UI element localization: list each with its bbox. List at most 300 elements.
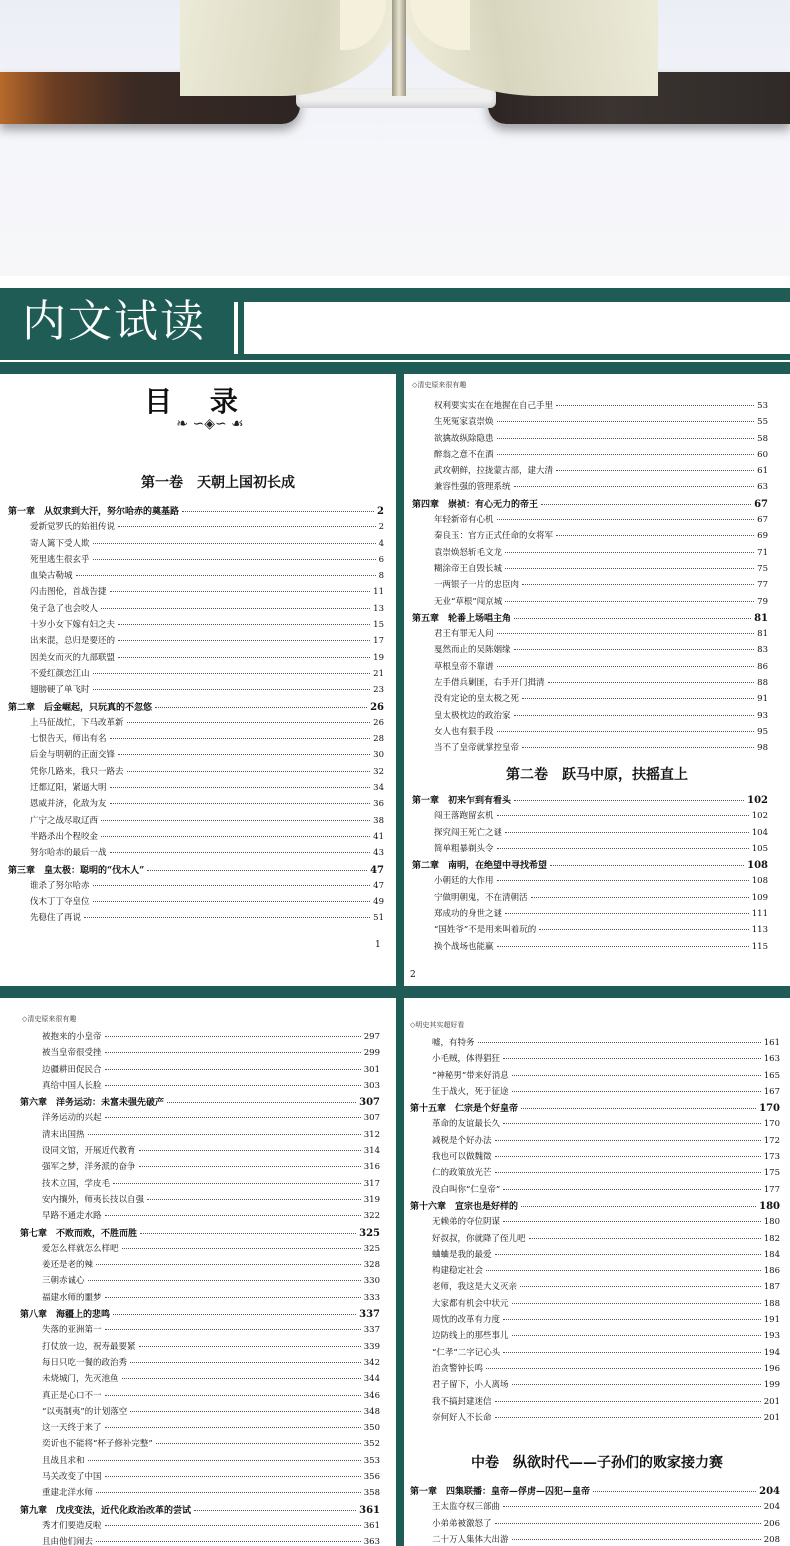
dot-leader bbox=[503, 1319, 761, 1320]
dot-leader bbox=[505, 832, 749, 833]
toc-entry-label: 仁的政策放光芒 bbox=[432, 1168, 492, 1179]
dot-leader bbox=[147, 1199, 361, 1200]
toc-entry-label: 边防线上的那些事儿 bbox=[432, 1331, 509, 1342]
toc-page-number: 163 bbox=[763, 1054, 780, 1065]
toc-entry-label: 第一章 初来乍到有看头 bbox=[412, 796, 512, 806]
dot-leader bbox=[105, 1525, 361, 1526]
dot-leader bbox=[118, 754, 370, 755]
toc-entry-label: 二十万人集体大出游 bbox=[432, 1534, 509, 1545]
toc-page-number: 191 bbox=[763, 1315, 780, 1326]
toc-entry-label: 打仗放一边，祝寿最要紧 bbox=[42, 1341, 136, 1352]
toc-entry-row bbox=[412, 842, 768, 858]
dot-leader bbox=[130, 1362, 361, 1363]
running-head: ◇明史其实超好看 bbox=[410, 1021, 465, 1029]
page-number: 1 bbox=[375, 940, 381, 950]
toc-entry-label: 秦良玉：官方正式任命的女将军 bbox=[434, 531, 554, 542]
volume-title: 第二卷 跃马中原，扶摇直上 bbox=[506, 767, 688, 783]
dot-leader bbox=[514, 618, 751, 619]
toc-entry-label: 七恨告天，师出有名 bbox=[30, 734, 107, 745]
toc-entry-row bbox=[20, 1437, 380, 1453]
toc-list bbox=[8, 504, 384, 928]
toc-entry-label: 生于战火，死于征途 bbox=[432, 1086, 509, 1097]
dot-leader bbox=[105, 1329, 361, 1330]
toc-entry-label: 第五章 轮番上场唱主角 bbox=[412, 613, 512, 624]
toc-entry-label: 探究闯王死亡之谜 bbox=[434, 827, 503, 838]
toc-entry-label: “仁孝”二字记心头 bbox=[432, 1347, 501, 1358]
toc-page-number: 108 bbox=[751, 876, 768, 887]
toc-page-number: 314 bbox=[363, 1146, 380, 1157]
toc-entry-label: 第十六章 宣宗也是好样的 bbox=[410, 1201, 519, 1212]
toc-entry-label: 未烧城门，先灭池鱼 bbox=[42, 1374, 119, 1385]
toc-page-number: 13 bbox=[373, 603, 384, 614]
toc-page-number: 71 bbox=[757, 547, 768, 558]
toc-chapter-row bbox=[20, 1307, 380, 1323]
toc-page-number: 8 bbox=[378, 571, 384, 582]
dot-leader bbox=[497, 946, 749, 947]
dot-leader bbox=[93, 559, 376, 560]
toc-page-number: 88 bbox=[757, 678, 768, 689]
dot-leader bbox=[88, 1134, 361, 1135]
toc-entry-label: 伐木丁丁夺皇位 bbox=[30, 897, 90, 908]
toc-entry-label: 奈何好人不长命 bbox=[432, 1412, 492, 1423]
toc-entry-label: 第一章 四集联播：皇帝—俘虏—囚犯—皇帝 bbox=[410, 1487, 591, 1497]
dot-leader bbox=[105, 1052, 361, 1053]
toc-entry-row bbox=[412, 480, 768, 496]
dot-leader bbox=[495, 1523, 761, 1524]
dot-leader bbox=[118, 526, 376, 527]
toc-entry-label: 生死冤家袁崇焕 bbox=[434, 417, 494, 428]
toc-entry-label: 真给中国人长脸 bbox=[42, 1080, 102, 1091]
dot-leader bbox=[495, 1172, 761, 1173]
toc-page-number: 363 bbox=[363, 1537, 380, 1546]
toc-entry-row bbox=[8, 683, 384, 699]
toc-page-number: 301 bbox=[363, 1064, 380, 1075]
toc-entry-label: 技术立国，学皮毛 bbox=[42, 1178, 111, 1189]
toc-entry-label: 被抱来的小皇帝 bbox=[42, 1032, 102, 1042]
toc-page-number: 297 bbox=[363, 1032, 380, 1042]
toc-entry-row bbox=[20, 1274, 380, 1290]
toc-entry-label: 因美女而灭的九部联盟 bbox=[30, 652, 116, 663]
toc-chapter-row bbox=[8, 863, 384, 879]
toc-entry-label: 三朝赤诚心 bbox=[42, 1276, 85, 1287]
toc-page-number: 26 bbox=[370, 701, 384, 713]
dot-leader bbox=[495, 1254, 761, 1255]
dot-leader bbox=[503, 1123, 761, 1124]
toc-entry-label: 宁做明朝鬼，不在清朝活 bbox=[434, 892, 528, 903]
toc-entry-row bbox=[8, 520, 384, 536]
dot-leader bbox=[486, 1368, 761, 1369]
toc-entry-label: 构建稳定社会 bbox=[432, 1266, 484, 1277]
dot-leader bbox=[110, 591, 371, 592]
toc-entry-label: 后金与明朝的正面交锋 bbox=[30, 750, 116, 761]
dot-leader bbox=[512, 1384, 761, 1385]
toc-page-number: 47 bbox=[370, 864, 384, 876]
toc-page-number: 352 bbox=[363, 1439, 380, 1450]
toc-entry-label: 重建北洋水师 bbox=[42, 1488, 94, 1499]
toc-entry-label: 草根皇帝不靠谱 bbox=[434, 661, 494, 672]
dot-leader bbox=[497, 454, 755, 455]
toc-entry-row bbox=[8, 911, 384, 927]
toc-page-number: 206 bbox=[763, 1518, 780, 1529]
toc-page-number: 79 bbox=[757, 596, 768, 607]
toc-entry-label: 减税是个好办法 bbox=[432, 1135, 492, 1146]
dot-leader bbox=[556, 470, 754, 471]
toc-entry-row bbox=[20, 1323, 380, 1339]
dot-leader bbox=[521, 1108, 756, 1109]
toc-entry-row bbox=[20, 1242, 380, 1258]
toc-entry-row bbox=[20, 1079, 380, 1095]
dot-leader bbox=[93, 901, 371, 902]
dot-leader bbox=[105, 1215, 361, 1216]
toc-page-number: 36 bbox=[373, 799, 384, 810]
dot-leader bbox=[521, 1206, 756, 1207]
toc-page-number: 186 bbox=[763, 1266, 780, 1277]
dot-leader bbox=[122, 1248, 361, 1249]
toc-entry-label: 奕䜣也不能将“杯子修补完整” bbox=[42, 1439, 153, 1450]
dot-leader bbox=[139, 1150, 361, 1151]
toc-entry-label: 第十五章 仁宗是个好皇帝 bbox=[410, 1104, 519, 1115]
dot-leader bbox=[556, 535, 754, 536]
toc-page-number: 104 bbox=[751, 827, 768, 838]
toc-page-number: 307 bbox=[359, 1097, 380, 1109]
toc-entry-label: 左手借兵剿匪，右手开门揖清 bbox=[434, 678, 545, 689]
toc-entry-row bbox=[412, 660, 768, 676]
toc-entry-label: 闪击图伦，首战告捷 bbox=[30, 587, 107, 598]
toc-page-number: 19 bbox=[373, 652, 384, 663]
dot-leader bbox=[118, 640, 370, 641]
toc-entry-label: 没有定论的皇太极之死 bbox=[434, 694, 520, 705]
toc-entry-row bbox=[8, 569, 384, 585]
toc-list bbox=[410, 1036, 780, 1427]
toc-page-number: 167 bbox=[763, 1086, 780, 1097]
toc-entry-label: 第六章 洋务运动：未富未强先破产 bbox=[20, 1098, 165, 1109]
toc-entry-label: 我不搞封建迷信 bbox=[432, 1396, 492, 1407]
toc-page-number: 28 bbox=[373, 734, 384, 745]
dot-leader bbox=[88, 1460, 361, 1461]
toc-page-number: 34 bbox=[373, 783, 384, 794]
toc-entry-row bbox=[412, 432, 768, 448]
toc-page-number: 322 bbox=[363, 1211, 380, 1222]
toc-page-number: 32 bbox=[373, 766, 384, 777]
toc-entry-row bbox=[8, 585, 384, 601]
toc-entry-row bbox=[410, 1378, 780, 1394]
toc-entry-label: 十岁小女下嫁有妇之夫 bbox=[30, 620, 116, 631]
toc-entry-label: 洋务运动的兴起 bbox=[42, 1113, 102, 1124]
toc-entry-row bbox=[20, 1063, 380, 1079]
toc-page-number: 199 bbox=[763, 1380, 780, 1391]
toc-page-number: 2 bbox=[378, 522, 384, 533]
toc-page-number: 86 bbox=[757, 661, 768, 672]
toc-entry-row bbox=[8, 748, 384, 764]
toc-entry-label: 第一章 从奴隶到大汗，努尔哈赤的奠基路 bbox=[8, 507, 180, 517]
volume-title: 中卷 纵欲时代——子孙们的败家接力赛 bbox=[471, 1455, 723, 1471]
dot-leader bbox=[497, 666, 755, 667]
dot-leader bbox=[512, 1075, 761, 1076]
toc-entry-label: 设同文馆，开展近代教育 bbox=[42, 1146, 136, 1157]
toc-entry-label: 迁都辽阳，紧逼大明 bbox=[30, 783, 107, 794]
toc-entry-label: 第七章 不败而败，不胜而胜 bbox=[20, 1228, 138, 1239]
toc-entry-row bbox=[410, 1329, 780, 1345]
toc-chapter-row bbox=[410, 1484, 780, 1500]
toc-page-number: 350 bbox=[363, 1423, 380, 1434]
toc-page-number: 172 bbox=[763, 1135, 780, 1146]
toc-page-number: 30 bbox=[373, 750, 384, 761]
dot-leader bbox=[130, 1411, 361, 1412]
dot-leader bbox=[105, 1297, 361, 1298]
dot-leader bbox=[514, 486, 755, 487]
toc-page-number: 342 bbox=[363, 1357, 380, 1368]
toc-entry-label: 真正是心口不一 bbox=[42, 1390, 102, 1401]
toc-entry-row bbox=[20, 1519, 380, 1535]
dot-leader bbox=[514, 800, 744, 801]
toc-entry-label: 女人也有狠手段 bbox=[434, 726, 494, 737]
dot-leader bbox=[101, 820, 370, 821]
banner-title: 内文试读 bbox=[0, 288, 234, 356]
toc-page-number: 180 bbox=[763, 1217, 780, 1228]
dot-leader bbox=[110, 803, 371, 804]
dot-leader bbox=[96, 1492, 361, 1493]
toc-page-number: 81 bbox=[757, 629, 768, 640]
dot-leader bbox=[478, 1042, 761, 1043]
toc-page-number: 23 bbox=[373, 685, 384, 696]
toc-entry-label: 第三章 皇太极：聪明的“伐木人” bbox=[8, 865, 145, 876]
toc-entry-label: 失落的亚洲第一 bbox=[42, 1325, 102, 1336]
dot-leader bbox=[96, 1264, 361, 1265]
ornament-icon: ❧ ∽◈∽ ☙ bbox=[176, 416, 244, 432]
toc-entry-row bbox=[410, 1134, 780, 1150]
toc-entry-row bbox=[412, 562, 768, 578]
toc-entry-row bbox=[20, 1421, 380, 1437]
toc-page-number: 6 bbox=[378, 554, 384, 565]
toc-page-number: 330 bbox=[363, 1276, 380, 1287]
toc-entry-label: 翅膀硬了单飞时 bbox=[30, 685, 90, 696]
toc-page-number: 161 bbox=[763, 1038, 780, 1048]
volume-title: 第一卷 天朝上国初长成 bbox=[141, 475, 295, 491]
dot-leader bbox=[76, 575, 376, 576]
toc-page-number: 208 bbox=[763, 1534, 780, 1545]
banner-bottom-bar bbox=[0, 354, 790, 360]
toc-page-number: 339 bbox=[363, 1341, 380, 1352]
toc-entry-label: 没白叫你“仁皇帝” bbox=[432, 1184, 501, 1195]
dot-leader bbox=[105, 1036, 361, 1037]
toc-entry-label: 早路不通走水路 bbox=[42, 1211, 102, 1222]
dot-leader bbox=[497, 848, 749, 849]
toc-entry-row bbox=[20, 1535, 380, 1546]
dot-leader bbox=[118, 624, 370, 625]
toc-page-number: 196 bbox=[763, 1363, 780, 1374]
toc-entry-row bbox=[410, 1411, 780, 1427]
toc-page-number: 111 bbox=[751, 909, 768, 920]
toc-page-number: 2 bbox=[377, 506, 384, 517]
toc-page-number: 346 bbox=[363, 1390, 380, 1401]
toc-page-number: 184 bbox=[763, 1249, 780, 1260]
toc-entry-row bbox=[410, 1117, 780, 1133]
dot-leader bbox=[486, 1270, 761, 1271]
toc-entry-row bbox=[8, 846, 384, 862]
toc-entry-label: 这一天终于来了 bbox=[42, 1423, 102, 1434]
toc-entry-row bbox=[412, 809, 768, 825]
dot-leader bbox=[88, 1280, 361, 1281]
toc-entry-row bbox=[20, 1258, 380, 1274]
toc-entry-label: 王太监夺权三部曲 bbox=[432, 1502, 501, 1513]
toc-page-number: 113 bbox=[751, 925, 768, 936]
toc-page-number: 325 bbox=[363, 1243, 380, 1254]
toc-entry-row bbox=[20, 1405, 380, 1421]
toc-entry-row bbox=[412, 891, 768, 907]
dot-leader bbox=[122, 1378, 361, 1379]
toc-entry-row bbox=[410, 1395, 780, 1411]
toc-entry-label: 爱怎么样就怎么样吧 bbox=[42, 1243, 119, 1254]
toc-page-number: 17 bbox=[373, 636, 384, 647]
toc-entry-label: 先稳住了再说 bbox=[30, 913, 82, 924]
toc-page-number: 333 bbox=[363, 1292, 380, 1303]
dot-leader bbox=[505, 913, 749, 914]
toc-entry-label: 福建水师的噩梦 bbox=[42, 1292, 102, 1303]
dot-leader bbox=[127, 771, 371, 772]
toc-entry-label: 且战且求和 bbox=[42, 1455, 85, 1466]
dot-leader bbox=[505, 568, 754, 569]
toc-chapter-row bbox=[410, 1101, 780, 1117]
toc-entry-row bbox=[410, 1036, 780, 1052]
toc-entry-row bbox=[410, 1215, 780, 1231]
dot-leader bbox=[503, 1189, 761, 1190]
toc-page-number: 75 bbox=[757, 563, 768, 574]
dot-leader bbox=[93, 689, 371, 690]
dot-leader bbox=[167, 1102, 356, 1103]
toc-entry-row bbox=[410, 1085, 780, 1101]
toc-entry-label: 武攻朝鲜，拉拢蒙古部，建大清 bbox=[434, 466, 554, 477]
toc-entry-row bbox=[20, 1340, 380, 1356]
toc-entry-label: 兼容性强的管理系统 bbox=[434, 482, 511, 493]
toc-entry-label: 爱新觉罗氏的始祖传说 bbox=[30, 522, 116, 533]
toc-entry-row bbox=[412, 741, 768, 757]
toc-page-number: 43 bbox=[373, 848, 384, 859]
toc-entry-label: 第九章 戊戌变法，近代化政治改革的尝试 bbox=[20, 1505, 192, 1516]
dot-leader bbox=[182, 511, 374, 512]
dot-leader bbox=[96, 1541, 361, 1542]
dot-leader bbox=[522, 747, 754, 748]
toc-entry-label: 恩威并济，化敌为友 bbox=[30, 799, 107, 810]
toc-page-number: 4 bbox=[378, 538, 384, 549]
toc-chapter-row bbox=[20, 1503, 380, 1519]
dot-leader bbox=[105, 1427, 361, 1428]
toc-page-number: 303 bbox=[363, 1080, 380, 1091]
toc-list bbox=[412, 793, 768, 956]
toc-entry-row bbox=[8, 716, 384, 732]
toc-page-number: 109 bbox=[751, 892, 768, 903]
book-gutter bbox=[392, 0, 406, 96]
toc-entry-row bbox=[412, 627, 768, 643]
toc-page-number: 328 bbox=[363, 1260, 380, 1271]
toc-entry-row bbox=[20, 1372, 380, 1388]
toc-entry-row bbox=[412, 529, 768, 545]
dot-leader bbox=[194, 1510, 356, 1511]
toc-chapter-row bbox=[8, 700, 384, 716]
toc-entry-label: 每日只吃一餐的政治秀 bbox=[42, 1357, 128, 1368]
toc-entry-row bbox=[20, 1470, 380, 1486]
toc-entry-label: 广宁之战尽取辽西 bbox=[30, 815, 99, 826]
toc-entry-row bbox=[410, 1232, 780, 1248]
toc-entry-label: “国姓爷”不是用来叫着玩的 bbox=[434, 925, 537, 936]
toc-page-number: 61 bbox=[757, 466, 768, 477]
dot-leader bbox=[118, 657, 370, 658]
dot-leader bbox=[101, 608, 370, 609]
page-number: 2 bbox=[410, 970, 416, 980]
toc-chapter-row bbox=[412, 611, 768, 627]
dot-leader bbox=[140, 1233, 356, 1234]
toc-entry-row bbox=[412, 546, 768, 562]
toc-entry-row bbox=[412, 595, 768, 611]
toc-page-number: 182 bbox=[763, 1233, 780, 1244]
toc-entry-label: 秀才们要造反啦 bbox=[42, 1520, 102, 1531]
toc-page-number: 170 bbox=[759, 1103, 780, 1115]
toc-chapter-row bbox=[20, 1095, 380, 1111]
toc-page-number: 95 bbox=[757, 726, 768, 737]
dot-leader bbox=[110, 852, 371, 853]
dot-leader bbox=[101, 836, 370, 837]
dot-leader bbox=[497, 880, 749, 881]
toc-entry-row bbox=[410, 1166, 780, 1182]
toc-entry-label: 我也可以做魏徵 bbox=[432, 1152, 492, 1163]
toc-entry-row bbox=[410, 1362, 780, 1378]
dot-leader bbox=[522, 698, 754, 699]
dot-leader bbox=[550, 865, 744, 866]
toc-entry-label: 被当皇帝很受挫 bbox=[42, 1048, 102, 1059]
toc-entry-label: 周忱的改革有力度 bbox=[432, 1315, 501, 1326]
toc-entry-label: 边疆耕田促民合 bbox=[42, 1064, 102, 1075]
toc-entry-row bbox=[410, 1248, 780, 1264]
toc-page-number: 26 bbox=[373, 717, 384, 728]
toc-entry-row bbox=[410, 1297, 780, 1313]
dot-leader bbox=[113, 1314, 356, 1315]
toc-page-number: 77 bbox=[757, 580, 768, 591]
dot-leader bbox=[503, 1506, 761, 1507]
toc-entry-label: 戛然而止的吴陈姻缘 bbox=[434, 645, 511, 656]
toc-page-number: 60 bbox=[757, 449, 768, 460]
toc-page-number: 98 bbox=[757, 743, 768, 754]
toc-entry-row bbox=[410, 1500, 780, 1516]
toc-entry-label: 小朝廷的大作用 bbox=[434, 876, 494, 887]
dot-leader bbox=[512, 1303, 761, 1304]
dot-leader bbox=[93, 885, 371, 886]
dot-leader bbox=[495, 1156, 761, 1157]
toc-page-number: 317 bbox=[363, 1178, 380, 1189]
toc-page-number: 316 bbox=[363, 1162, 380, 1173]
toc-page-number: 173 bbox=[763, 1152, 780, 1163]
dot-leader bbox=[539, 929, 749, 930]
dot-leader bbox=[113, 1183, 361, 1184]
toc-page-4 bbox=[404, 998, 790, 1546]
toc-chapter-row bbox=[412, 793, 768, 809]
dot-leader bbox=[147, 870, 367, 871]
toc-entry-row bbox=[8, 634, 384, 650]
toc-entry-row bbox=[412, 448, 768, 464]
toc-page-number: 81 bbox=[754, 612, 768, 624]
toc-page-number: 102 bbox=[747, 795, 768, 806]
book-photo bbox=[0, 0, 790, 276]
toc-page-number: 204 bbox=[759, 1486, 780, 1497]
toc-page-3 bbox=[0, 998, 396, 1546]
toc-list bbox=[410, 1484, 780, 1546]
toc-page-number: 55 bbox=[757, 417, 768, 428]
toc-entry-row bbox=[412, 399, 768, 415]
toc-entry-label: 蛐蛐是我的最爱 bbox=[432, 1249, 492, 1260]
toc-page-number: 83 bbox=[757, 645, 768, 656]
toc-entry-row bbox=[8, 553, 384, 569]
running-head: ◇清史原来很有趣 bbox=[412, 381, 467, 389]
toc-page-number: 115 bbox=[751, 941, 768, 952]
toc-entry-label: 无业“草根”闯京城 bbox=[434, 596, 503, 607]
